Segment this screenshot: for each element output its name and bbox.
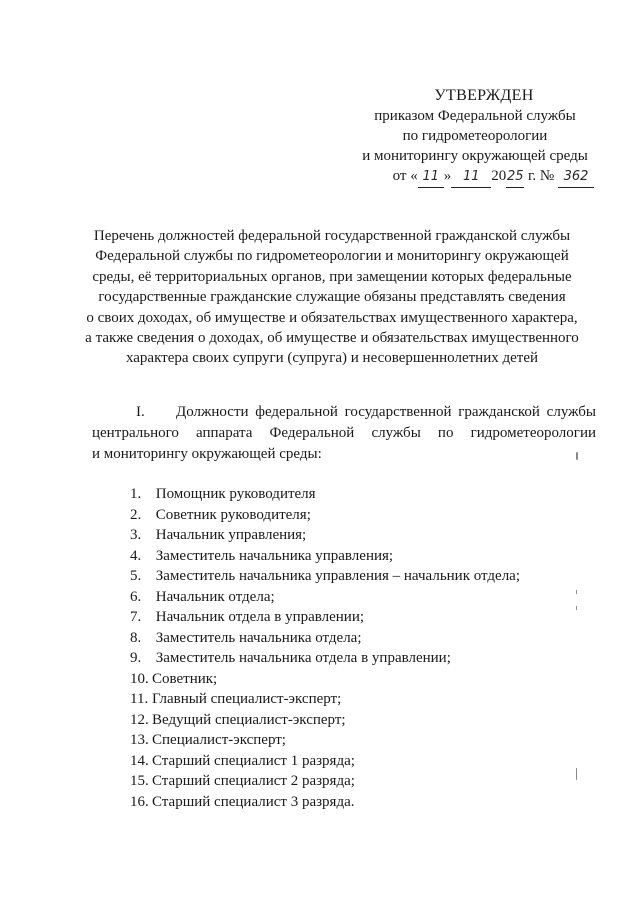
list-item-text: Заместитель начальника управления – начальник отдела;: [155, 568, 521, 584]
approval-line-2: по гидрометеорологии: [402, 128, 548, 144]
list-item: [130, 689, 520, 710]
heading-line: Федеральной службы по гидрометеорологии и мониторингу окружающей: [95, 248, 569, 265]
list-item-text: Ведущий специалист-эксперт;: [152, 711, 346, 728]
heading-line: государственные гражданские служащие обязаны представлять сведения: [98, 289, 566, 306]
list-item: [130, 505, 520, 526]
scan-mark: [576, 452, 578, 460]
section-number: I.: [136, 404, 145, 420]
approval-block: [350, 86, 600, 188]
list-item-number: 15.: [130, 773, 149, 789]
list-item: [130, 792, 520, 813]
list-item-text: Начальник отдела;: [155, 588, 275, 605]
approval-date-line: [350, 166, 594, 188]
list-item-number: 16.: [130, 793, 149, 810]
list-item-text: Советник руководителя;: [155, 506, 311, 523]
list-item-number: 7.: [130, 609, 142, 625]
heading-line: характера своих супруги (супруга) и несовершеннолетних детей: [125, 350, 539, 367]
list-item: [130, 484, 520, 505]
heading-line: о своих доходах, об имуществе и обязательствах имущественного характера,: [86, 309, 578, 326]
list-item-number: 11.: [130, 691, 149, 707]
list-item-text: Начальник отдела в управлении;: [155, 609, 365, 625]
approval-line-1: приказом Федеральной службы: [374, 108, 576, 124]
document-heading: [72, 226, 592, 369]
heading-line: среды, её территориальных органов, при замещении которых федеральные: [92, 268, 572, 285]
positions-list: [130, 484, 520, 812]
list-item: [130, 566, 520, 587]
list-item: [130, 771, 520, 792]
list-item-text: Заместитель начальника управления;: [155, 547, 394, 564]
list-item: [130, 648, 520, 669]
list-item: [130, 710, 520, 731]
date-day: 11: [418, 167, 444, 188]
date-year-tail: г. №: [527, 168, 555, 184]
list-item-text: Начальник управления;: [155, 527, 307, 543]
list-item-text: Старший специалист 1 разряда;: [152, 752, 355, 769]
heading-line: а также сведения о доходах, об имуществе и обязательствах имущественного: [85, 330, 579, 347]
list-item-text: Старший специалист 3 разряда.: [152, 793, 355, 810]
list-item-number: 13.: [130, 732, 149, 748]
list-item-number: 6.: [130, 588, 142, 605]
scan-mark: [576, 606, 577, 610]
list-item: [130, 751, 520, 772]
list-item-number: 3.: [130, 527, 142, 543]
heading-line: Перечень должностей федеральной государственной гражданской службы: [93, 228, 571, 244]
section-line-2: центрального аппарата Федеральной службы по гидрометеорологии: [92, 425, 596, 441]
list-item: [130, 607, 520, 628]
section-line-1: [92, 402, 596, 423]
scan-mark: [576, 768, 577, 780]
date-year-suffix: 25: [506, 167, 524, 188]
list-item-text: Старший специалист 2 разряда;: [152, 773, 355, 789]
list-item: [130, 669, 520, 690]
list-item-text: Заместитель начальника отдела в управлении;: [155, 650, 451, 666]
list-item-number: 5.: [130, 568, 142, 584]
list-item-number: 9.: [130, 650, 142, 666]
list-item: [130, 730, 520, 751]
section-intro: [92, 402, 596, 465]
date-mid: »: [443, 168, 452, 184]
date-month: 11: [451, 167, 491, 188]
list-item-text: Главный специалист-эксперт;: [152, 691, 342, 707]
list-item-number: 2.: [130, 506, 142, 523]
date-prefix: от «: [392, 168, 418, 184]
list-item-text: Помощник руководителя: [155, 486, 316, 502]
approval-title: УТВЕРЖДЕН: [434, 87, 534, 104]
list-item-text: Советник;: [152, 670, 218, 687]
list-item-number: 4.: [130, 547, 142, 564]
list-item-text: Специалист-эксперт;: [152, 732, 286, 748]
order-number: 362: [558, 167, 594, 188]
list-item: [130, 628, 520, 649]
list-item: [130, 525, 520, 546]
list-item: [130, 546, 520, 567]
list-item-number: 14.: [130, 752, 149, 769]
list-item-text: Заместитель начальника отдела;: [155, 629, 362, 646]
list-item: [130, 587, 520, 608]
section-text-1: Должности федеральной государственной гражданской службы: [176, 404, 596, 420]
date-year-prefix: 20: [491, 168, 507, 184]
list-item-number: 1.: [130, 486, 142, 502]
list-item-number: 10.: [130, 670, 149, 687]
scan-mark: [576, 590, 577, 594]
approval-line-3: и мониторингу окружающей среды: [362, 148, 588, 164]
list-item-number: 8.: [130, 629, 142, 646]
list-item-number: 12.: [130, 711, 149, 728]
section-line-3: и мониторингу окружающей среды:: [92, 446, 322, 462]
